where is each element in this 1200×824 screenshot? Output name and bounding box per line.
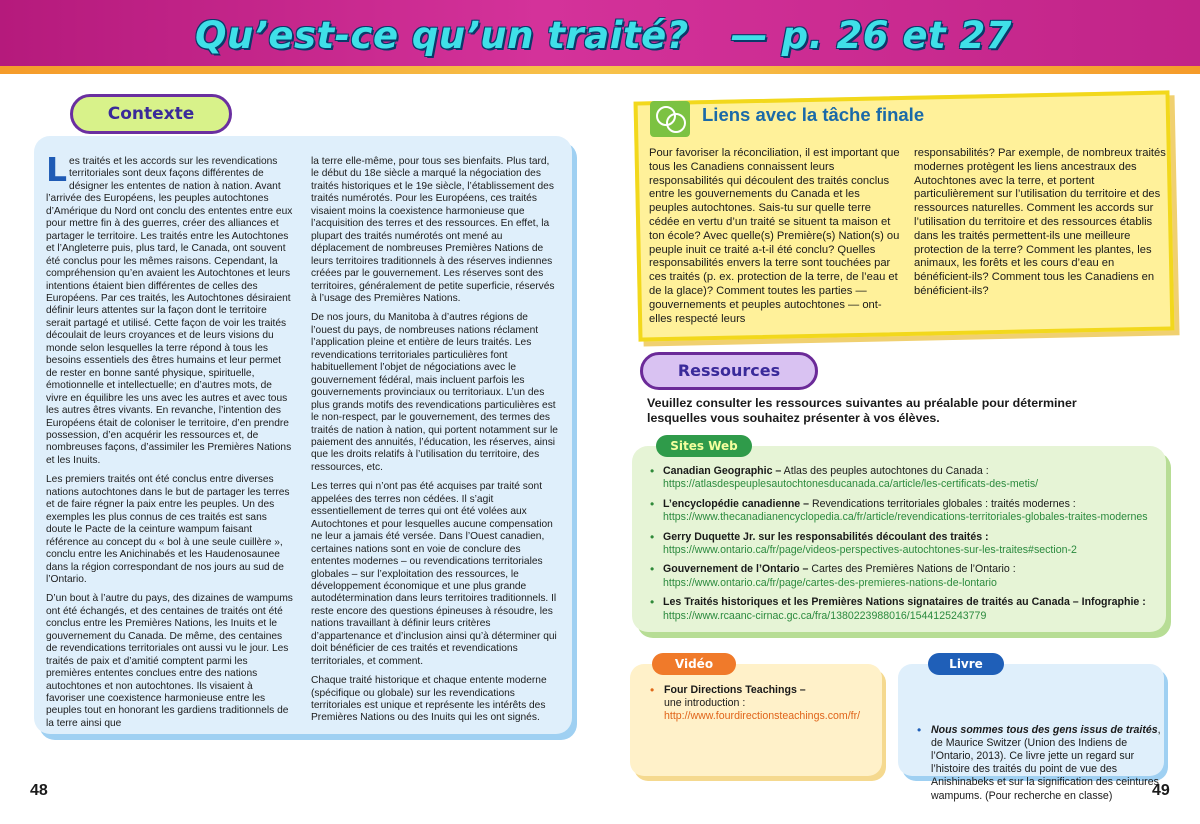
video-label: Vidéo: [652, 653, 736, 675]
title-text: Qu’est-ce qu’un traité?: [195, 14, 689, 57]
context-paragraph: Les terres qui n’ont pas été acquises par traité sont appelées des terres non cédées. Il s’agit essentiellement de terres qui ont été volées aux Autochtones et pour lesquelles aucune compensation ne leur a jamais été versée. Dans l’Ouest canadien, certaines nations sont en voie de conclure des ententes modernes – ou revendications territoriales globales – sur l’exploitation des ressources, le développement économique et une plus grande autodétermination dans leurs territoires traditionnels. Il reste encore des questions épineuses à résoudre, les nations travaillant à définir leurs critères d’appartenance et d’inclusion ainsi qu’à déterminer qui doit bénéficier de ces traités et revendications territoriales, et comment.: [311, 481, 557, 667]
context-paragraph: la terre elle-même, pour tous ses bienfaits. Plus tard, le début du 18e siècle a marqué la négociation des traités historiques et le 19e siècle, l’établissement des traités numérotés. Pour les Européens, ces traités visaient moins la coexistence harmonieuse que l’acquisition des terres et des ressources. En effet, la plupart des traités numérotés ont mené au déplacement de nombreuses Premières Nations de leurs territoires traditionnels à des réserves indiennes créées par le gouvernement. Les réserves sont des territoires, généralement de petite superficie, réservés à l’usage des Premières Nations.: [311, 156, 555, 304]
list-item: • Gouvernement de l’Ontario – Cartes des Premières Nations de l’Ontario : https://www.ontario.ca/fr/page/cartes-des-premieres-nations-de-lontario: [648, 563, 1158, 590]
rings-icon: [650, 101, 690, 137]
list-item: • Les Traités historiques et les Premières Nations signataires de traités au Canada – Infographie : https://www.rcaanc-cirnac.gc.ca/fra/1380223988016/1544125243779: [648, 596, 1158, 623]
website-link[interactable]: https://www.thecanadianencyclopedia.ca/fr/article/revendications-territoriales-globales-traites-modernes: [663, 511, 1148, 524]
page-number-left: 48: [30, 782, 48, 799]
final-task-column-2: responsabilités? Par exemple, de nombreux traités modernes protègent les liens ancestraux des Autochtones avec la terre, et portent particulièrement sur l’utilisation du territoire et des ressources naturelles. Comment les accords sur l’utilisation du territoire et des ressources établis dans les traités permettent-ils une meilleure protection de la terre? Comment les plantes, les animaux, les forêts et les cours d’eau en bénéficient-ils? Comment tous les Canadiens en bénéficient-ils?: [914, 147, 1166, 297]
websites-list: [648, 465, 1158, 629]
video-item: • Four Directions Teachings – une introduction : http://www.fourdirectionsteachings.com/fr/: [650, 684, 890, 724]
website-link[interactable]: https://www.ontario.ca/fr/page/videos-perspectives-autochtones-sur-les-traites#section-2: [663, 544, 1077, 557]
website-link[interactable]: https://www.ontario.ca/fr/page/cartes-des-premieres-nations-de-lontario: [663, 576, 997, 589]
final-task-column-1: Pour favoriser la réconciliation, il est important que tous les Canadiens connaissent leurs responsabilités qui découlent des traités conclus entre les gouvernements du Canada et les peuples autochtones. Sais-tu sur quelle terre cédée en vertu d’un traité se situent ta maison et ton école? Avec quelle(s) Première(s) Nation(s) ou peuple inuit ce traité a-t-il été conclu? Quelles responsabilités envers la terre sont touchées par ces traités (p. ex. protection de la terre, de l’eau et de la glace)? Comment toutes les parties — gouvernements et peuples autochtones — ont-elles respecté leurs: [649, 147, 900, 325]
header-strip: [0, 66, 1200, 74]
page-number-right: 49: [1152, 782, 1170, 799]
context-paragraph: Les premiers traités ont été conclus entre diverses nations autochtones dans le but de partager les terres et de faire régner la paix entre les peuples. Un des exemples les plus connus de ces traités est sans doute le Pacte de la ceinture wampum faisant référence au concept du « bol à une seule cuillère », conclu entre les Anichinabés et les Haudenosaunee dans la région correspondant de nos jours au sud de l’Ontario.: [46, 474, 290, 585]
context-column-1: [46, 150, 294, 737]
title-pages: — p. 26 et 27: [730, 14, 1013, 57]
book-item: • Nous sommes tous des gens issus de traités, de Maurice Switzer (Union des Indiens de l’Ontario, 2013). Ce livre jette un regard sur l’histoire des traités du point de vue des Anishinabeks et sur la signification des ceintures wampums. (Pour recherche en classe): [917, 724, 1171, 803]
video-link[interactable]: http://www.fourdirectionsteachings.com/fr/: [664, 710, 861, 723]
context-paragraph: Les traités et les accords sur les revendications territoriales sont deux façons différentes de désigner les ententes de nation à nation. Avant l’arrivée des Européens, les peuples autochtones d’Amérique du Nord ont conclu des ententes entre eux pour mettre fin à des guerres, créer des alliances et partager le territoire. Les traités entre les Autochtones et l’Angleterre puis, plus tard, le Canada, ont souvent été conclus pour les mêmes raisons. Cependant, la compréhension qu’en avaient les Autochtones et leurs intentions étaient bien différentes de celles des Européens. Par ces traités, les Autochtones désiraient définir leurs attentes sur la façon dont le territoire serait partagé et utilisé. Cette façon de voir les traités découlait de leurs croyances et de leurs visions du monde selon lesquelles la terre répond à tous les besoins essentiels des êtres humains et leur permet de rester en bonne santé physique, spirituelle, émotionnelle et intellectuelle; en d’autres mots, de vivre en équilibre les uns avec les autres et avec tous les autres êtres vivants. En revanche, l’intention des Européens était de coloniser le territoire, d’en prendre possession, d’en acquérir les ressources et, de nombreuses façons, d’assimiler les Premières Nations et les Inuits.: [46, 150, 293, 466]
book-label: Livre: [928, 653, 1004, 675]
context-label: Contexte: [70, 94, 232, 134]
website-link[interactable]: https://www.rcaanc-cirnac.gc.ca/fra/1380223988016/1544125243779: [663, 609, 987, 622]
context-column-2: [311, 156, 559, 732]
websites-label: Sites Web: [656, 435, 752, 457]
resources-label: Ressources: [640, 352, 818, 390]
book-title: Nous sommes tous des gens issus de traités: [931, 723, 1158, 736]
list-item: • L’encyclopédie canadienne – Revendications territoriales globales : traités modernes : https://www.thecanadianencyclopedia.ca/fr/article/revendications-territoriales-globales-traites-modernes: [648, 498, 1158, 525]
dropcap: L: [46, 150, 68, 189]
website-link[interactable]: https://atlasdespeuplesautochtonesducanada.ca/article/les-certificats-des-metis/: [663, 478, 1039, 491]
final-task-title: Liens avec la tâche finale: [702, 104, 925, 125]
context-paragraph: Chaque traité historique et chaque entente moderne (spécifique ou globale) sur les revendications territoriales est unique et représente les intérêts des Premières Nations ou des Inuits qui les ont signés.: [311, 675, 547, 724]
resources-intro: Veuillez consulter les ressources suivantes au préalable pour déterminer lesquelles vous souhaitez présenter à vos élèves.: [647, 396, 1077, 425]
context-paragraph: De nos jours, du Manitoba à d’autres régions de l’ouest du pays, de nombreuses nations réclament l’application pleine et entière de leurs traités. Les revendications territoriales particulières font habituellement l’objet de négociations avec le gouvernement fédéral, mais incluent parfois les gouvernements provinciaux ou territoriaux. L’un des plus grands motifs des revendications particulières est le non-respect, par le gouvernement, des termes des traités de nation à nation, qui portent notamment sur le paiement des annuités, l’éducation, les réserves, ainsi que les droits relatifs à l’utilisation du territoire, des ressources, etc.: [311, 312, 558, 473]
list-item: • Canadian Geographic – Atlas des peuples autochtones du Canada : https://atlasdespeuplesautochtonesducanada.ca/article/les-certificats-des-metis/: [648, 465, 1158, 492]
page-title: [195, 14, 1015, 57]
context-paragraph: D’un bout à l’autre du pays, des dizaines de wampums ont été échangés, et des centaines de traités ont été conclus entre les Premières Nations, les Inuits et le gouvernement du Canada. De même, des centaines de revendications territoriales ont aussi vu le jour. Les traités de paix et d’amitié comptent parmi les premières ententes conclues entre des nations autochtones et non autochtones. Ils visaient à favoriser une coexistence harmonieuse entre les peuples tout en honorant les gardiens traditionnels de la terre ainsi que: [46, 593, 293, 729]
list-item: • Gerry Duquette Jr. sur les responsabilités découlant des traités : https://www.ontario.ca/fr/page/videos-perspectives-autochtones-sur-les-traites#section-2: [648, 531, 1158, 558]
